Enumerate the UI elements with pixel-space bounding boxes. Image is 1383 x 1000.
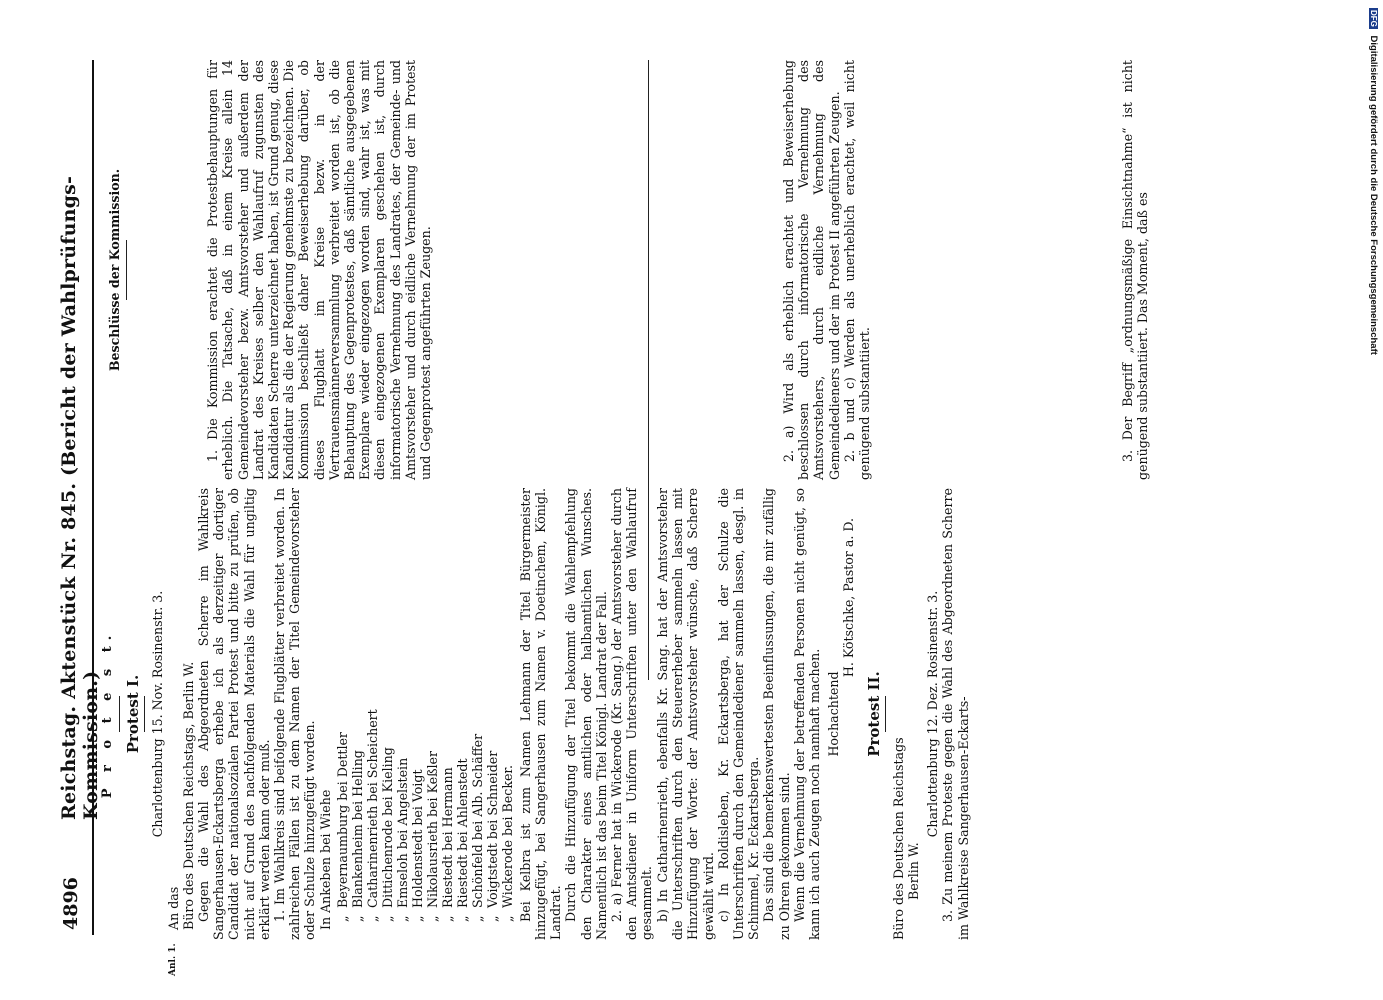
address-line: Büro des Deutschen Reichstags bbox=[890, 737, 906, 940]
list-item: „Holdenstedt bei Voigt bbox=[409, 769, 425, 922]
paragraph: Durch die Hinzufügung der Titel bekommt die Wahlempfehlung den Charakter eines amtlichen oder halbamtlichen Wunsches. Namentlich ist das beim Titel Königl. Landrat der Fall. bbox=[563, 488, 609, 940]
heading-rule bbox=[126, 240, 127, 300]
address-line: Büro des Deutschen Reichstags, Berlin W. bbox=[180, 661, 196, 930]
places-list bbox=[335, 488, 515, 922]
protest-2-title: Protest II. bbox=[864, 671, 883, 757]
list-item: „Beyernaumburg bei Dettler bbox=[334, 732, 350, 922]
address-line: Berlin W. bbox=[906, 842, 922, 900]
list-intro: In Ankeben bei Wiehe bbox=[317, 789, 333, 930]
commission-column-upper bbox=[98, 60, 433, 480]
list-item: „Riestedt bei Hermann bbox=[439, 767, 455, 922]
digitization-credit bbox=[1365, 8, 1379, 998]
title-rule bbox=[144, 696, 145, 732]
list-item: „Emseloh bei Angelstein bbox=[394, 757, 410, 922]
list-item: „Nikolausrieth bei Keßler bbox=[424, 750, 440, 922]
place-date: Charlottenburg 15. Nov. Rosinenstr. 3. bbox=[150, 590, 166, 838]
list-item: „Catharinenrieth bei Scheichert bbox=[364, 709, 380, 922]
protest-1-title: Protest I. bbox=[124, 674, 143, 754]
title-rule bbox=[885, 696, 886, 732]
title-rule bbox=[119, 696, 120, 732]
paragraph: Wenn die Vernehmung der betreffenden Personen nicht genügt, so kann ich auch Zeugen noch namhaft machen. bbox=[791, 488, 823, 940]
running-header bbox=[58, 70, 102, 930]
closing: Hochachtend bbox=[826, 671, 842, 757]
list-item: „Riestedt bei Ahlenstedt bbox=[454, 758, 470, 922]
list-item: „Blankenheim bei Helling bbox=[349, 750, 365, 922]
header-rule bbox=[92, 60, 94, 935]
list-item: „Schönfeld bei Alb. Schäffer bbox=[469, 733, 485, 922]
paragraph: b) In Catharinenrieth, ebenfalls Kr. Sang. hat der Amtsvorsteher die Unterschriften durch den Steuererheber sammeln lassen mit Hinzufügung der Worte: der Amtsvorsteher wünsche, daß Scherre gewählt wird. bbox=[655, 488, 716, 940]
list-item: „Wickerode bei Becker. bbox=[499, 764, 515, 922]
paragraph: 1. Die Kommission erachtet die Protestbehauptungen für erheblich. Die Tatsache, daß in einem Kreise allein 14 Gemeindevorsteher bezw. Amtsvorsteher und außerdem der Landrat des Kreises selber den Wahlaufruf zugunsten des Kandidaten Scherre unterzeichnet haben, ist Grund genug, diese Kandidatur als die der Regierung genehmste zu bezeichnen. Die Kommission beschließt daher Beweiserhebung darüber, ob dieses Flugblatt im Kreise bezw. in der Vertrauensmännerversammlung verbreitet worden ist, ob die Behauptung des Gegenprotestes, daß sämtliche ausgegebenen Exemplare wieder eingezogen worden sind, wahr ist, was mit diesen eingezogenen Exemplaren geschehen ist, durch informatorische Vernehmung des Landrates, der Gemeinde- und Amtsvorsteher und durch eidliche Vernehmung der im Protest und Gegenprotest angeführten Zeugen. bbox=[205, 60, 434, 480]
margin-note: Anl. 1. bbox=[168, 943, 178, 976]
dfg-logo: DFG bbox=[1369, 10, 1378, 27]
place-date: Charlottenburg 12. Dez. Rosinenstr. 3. bbox=[925, 590, 941, 838]
paragraph: 3. Zu meinem Proteste gegen die Wahl des Abgeordneten Scherre im Wahlkreise Sangerhausen-Eckarts- bbox=[940, 488, 971, 940]
paragraph: 2. b und c) Werden als unerheblich erachtet, weil nicht genügend substantiiert. bbox=[841, 60, 873, 480]
page-number: 4896 bbox=[60, 877, 82, 930]
paragraph: 3. Der Begriff „ordnungsmäßige Einsichtnahme“ ist nicht genügend substantiiert. Das Moment, daß es bbox=[1120, 60, 1151, 480]
credit-text: Digitalisierung gefördert durch die Deutsche Forschungsgemeinschaft bbox=[1368, 35, 1379, 355]
paragraph: Das sind die bemerkenswertesten Beeinflussungen, die mir zufällig zu Ohren gekommen sind. bbox=[761, 488, 792, 940]
paragraph: 2. a) Wird als erheblich erachtet und Beweiserhebung beschlossen durch informatorische Vernehmung des Amtsvorstehers, durch eidliche Vernehmung des Gemeindedieners und der im Protest II angeführten Zeugen. bbox=[781, 60, 842, 480]
running-title: Reichstag. Aktenstück Nr. 845. (Bericht der Wahlprüfungs-Kommission.) bbox=[58, 175, 102, 820]
section-title: P r o t e s t. bbox=[100, 629, 115, 799]
list-item: „Voigtstedt bei Schneider bbox=[484, 750, 500, 922]
paragraph: Gegen die Wahl des Abgeordneten Scherre im Wahlkreis Sangerhausen-Eckartsberga erhebe ich als derzeitiger dortiger Candidat der nationalsozialen Partei Protest und bitte zu prüfen, ob nicht auf Grund des nachfolgenden Materials die Wahl für ungiltig erklärt werden kann oder muß. bbox=[196, 488, 272, 940]
address-line: An das bbox=[165, 886, 181, 930]
paragraph: c) In Roldisleben, Kr. Eckartsberga, hat der Schulze die Unterschriften durch den Gemeindediener sammeln lassen, desgl. in Schimmel, Kr. Eckartsberga. bbox=[715, 488, 762, 940]
commission-heading: Beschlüsse der Kommission. bbox=[107, 168, 122, 372]
signature: H. Kötschke, Pastor a. D. bbox=[841, 518, 857, 678]
paragraph: 2. a) Ferner hat in Wickerode (Kr. Sang.) der Amtsvorsteher durch den Amtsdiener in Uniform Unterschriften unter den Wahlaufruf gesammelt. bbox=[609, 488, 655, 940]
paragraph: Bei Kelbra ist zum Namen Lehmann der Titel Bürgermeister hinzugefügt, bei Sangerhausen zum Namen v. Doetinchem, Königl. Landrat. bbox=[517, 488, 564, 940]
protest-column-lower bbox=[655, 488, 971, 940]
commission-column-lower bbox=[655, 60, 1151, 480]
paragraph: 1. Im Wahlkreis sind beifolgende Flugblätter verbreitet worden. In zahlreichen Fällen ist zu dem Namen der Titel Gemeindevorsteher oder Schulze hinzugefügt worden. bbox=[272, 488, 318, 940]
protest-column-upper bbox=[98, 488, 655, 940]
list-item: „Dittichenrode bei Kieling bbox=[379, 747, 395, 922]
